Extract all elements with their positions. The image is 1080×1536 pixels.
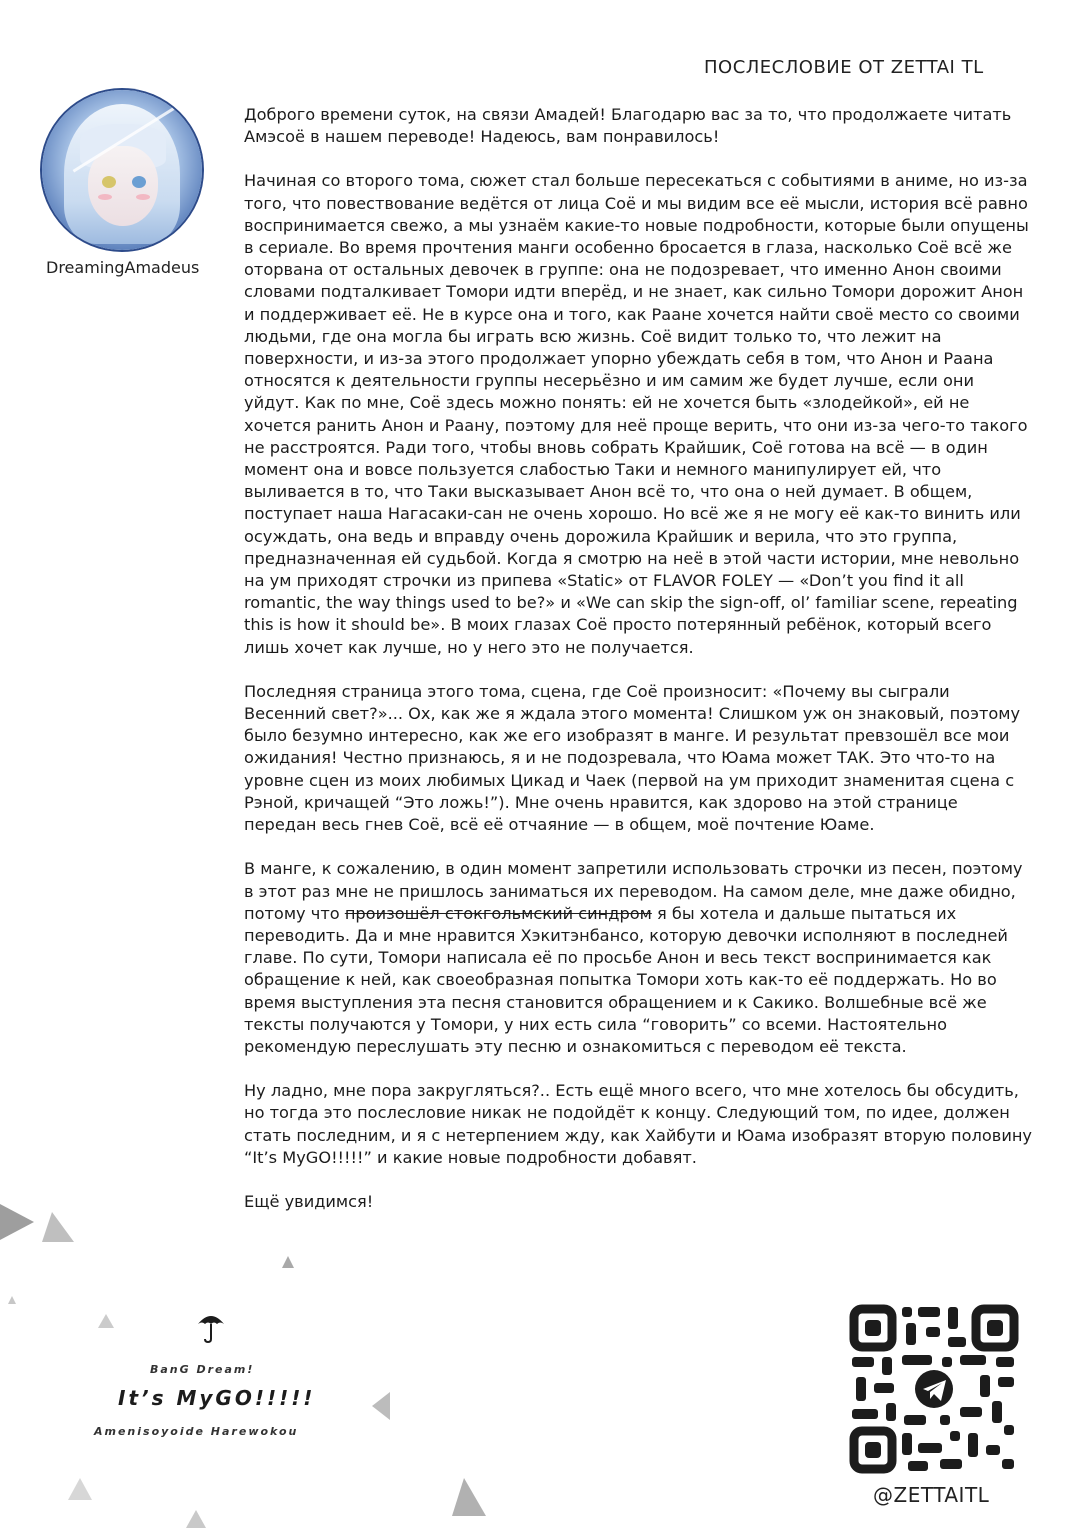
logo-tagline: BanG Dream!	[150, 1363, 255, 1376]
avatar-blush-left	[98, 194, 112, 200]
avatar-blush-right	[136, 194, 150, 200]
crystal-shard-icon	[98, 1314, 114, 1328]
social-handle: @ZETTAITL	[873, 1483, 990, 1507]
author-name: DreamingAmadeus	[46, 258, 200, 277]
crystal-shard-icon	[8, 1296, 16, 1304]
crystal-shard-icon	[42, 1212, 74, 1242]
paragraph-lyrics-part-a: В манге, к сожалению, в один момент запретили использовать строчки из песен, поэтому в этот раз мне не пришлось заниматься их переводом. На самом деле, мне даже обидно, потому что	[244, 859, 1023, 923]
crystal-shard-icon	[186, 1510, 206, 1528]
paragraph-greeting: Доброго времени суток, на связи Амадей! Благодарю вас за то, что продолжаете читать Амэсоё в нашем переводе! Надеюсь, вам понравилось!	[244, 105, 1012, 147]
crystal-shard-icon	[452, 1478, 486, 1516]
avatar-eye-right	[132, 176, 146, 188]
paragraph-closing: Ну ладно, мне пора закругляться?.. Есть ещё много всего, что мне хотелось бы обсудить, но тогда это послесловие никак не подойдёт к концу. Следующий том, по идее, должен стать последним, и я с нетерпением жду, как Хайбути и Юама изобразят вторую половину “It’s MyGO!!!!!” и какие новые подробности добавят.	[244, 1081, 1033, 1167]
crystal-shard-icon	[282, 1256, 294, 1268]
avatar	[42, 90, 202, 250]
paragraph-lyrics-part-b: я бы хотела и дальше пытаться их переводить. Да и мне нравится Хэкитэнбансо, которую девочки исполняют в последней главе. По сути, Томори написала её по просьбе Анон и весь текст воспринимается как обращение к ней, как своеобразная попытка Томори хоть как-то её поддержать. Но во время выступления эта песня становится обращением и к Сакико. Волшебные всё же тексты получаются у Томори, у них есть сила “говорить” со всеми. Настоятельно рекомендую переслушать эту песню и ознакомиться с переводом её текста.	[244, 903, 1008, 1056]
paragraph-lyrics	[244, 858, 1034, 1058]
logo-title: It’s MyGO!!!!!	[118, 1386, 316, 1410]
avatar-eye-left	[102, 176, 116, 188]
letter-body	[244, 104, 1034, 1235]
crystal-shard-icon	[68, 1478, 92, 1500]
strikethrough-text: произошёл стокгольмский синдром	[344, 903, 652, 923]
qr-code-icon	[848, 1303, 1020, 1475]
paragraph-last-page: Последняя страница этого тома, сцена, где Соё произносит: «Почему вы сыграли Весенний свет?»... Ох, как же я ждала этого момента! Слишком уж он знаковый, поэтому было безумно интересно, как же его изобразят в манге. И результат превзошёл все мои ожидания! Честно признаюсь, я и не подозревала, что Юама может ТАК. Это что-то на уровне сцен из моих любимых Цикад и Чаек (первой на ум приходит знаменитая сцена с Рэной, кричащей “Это ложь!”). Мне очень нравится, как здорово на этой странице передан весь гнев Соё, всё её отчаяние — в общем, моё почтение Юаме.	[244, 681, 1021, 835]
logo-subtitle: Amenisoyoide Harewokou	[94, 1425, 299, 1438]
avatar-face	[88, 146, 158, 226]
umbrella-icon	[196, 1310, 226, 1344]
page-title: ПОСЛЕСЛОВИЕ ОТ ZETTAI TL	[704, 57, 984, 78]
paragraph-farewell: Ещё увидимся!	[244, 1191, 374, 1211]
paragraph-story: Начиная со второго тома, сюжет стал больше пересекаться с событиями в аниме, но из-за того, что повествование ведётся от лица Соё и мы видим все её мысли, история всё равно воспринимается свежо, а мы узнаём какие-то новые подробности, которые были опущены в сериале. Во время прочтения манги особенно бросается в глаза, насколько Соё всё же оторвана от остальных девочек в группе: она не подозревает, что именно Анон своими словами подталкивает Томори идти вперёд, и не знает, как сильно Томори дорожит Анон и поддерживает её. Не в курсе она и того, как Раане хочется найти своё место со своими людьми, где она могла бы играть всю жизнь. Соё видит только то, что лежит на поверхности, и из-за этого продолжает упорно убеждать себя в том, что Анон и Раана относятся к деятельности группы несерьёзно и им самим же будет лучше, если они уйдут. Как по мне, Соё здесь можно понять: ей не хочется быть «злодейкой», ей не хочется ранить Анон и Раану, поэтому для неё проще верить, что они из-за чего-то такого не расстроятся. Ради того, чтобы вновь собрать Крайшик, Соё готова на всё — в один момент она и вовсе пользуется слабостью Таки и немного манипулирует ей, что выливается в то, что Таки высказывает Анон всё то, что она о ней думает. В общем, поступает наша Нагасаки-сан не очень хорошо. Но всё же я не могу её как-то винить или осуждать, она ведь и вправду очень дорожила Крайшик и верила, что это группа, предназначенная ей судьбой. Когда я смотрю на неё в этой части истории, мне невольно на ум приходят строчки из припева «Static» от FLAVOR FOLEY — «Don’t you find it all romantic, the way things used to be?» и «We can skip the sign-off, ol’ familiar scene, repeating this is how it should be». В моих глазах Соё просто потерянный ребёнок, который всего лишь хочет как лучше, но у него это не получается.	[244, 171, 1029, 657]
crystal-shard-icon	[0, 1204, 34, 1240]
crystal-shard-icon	[372, 1392, 390, 1420]
